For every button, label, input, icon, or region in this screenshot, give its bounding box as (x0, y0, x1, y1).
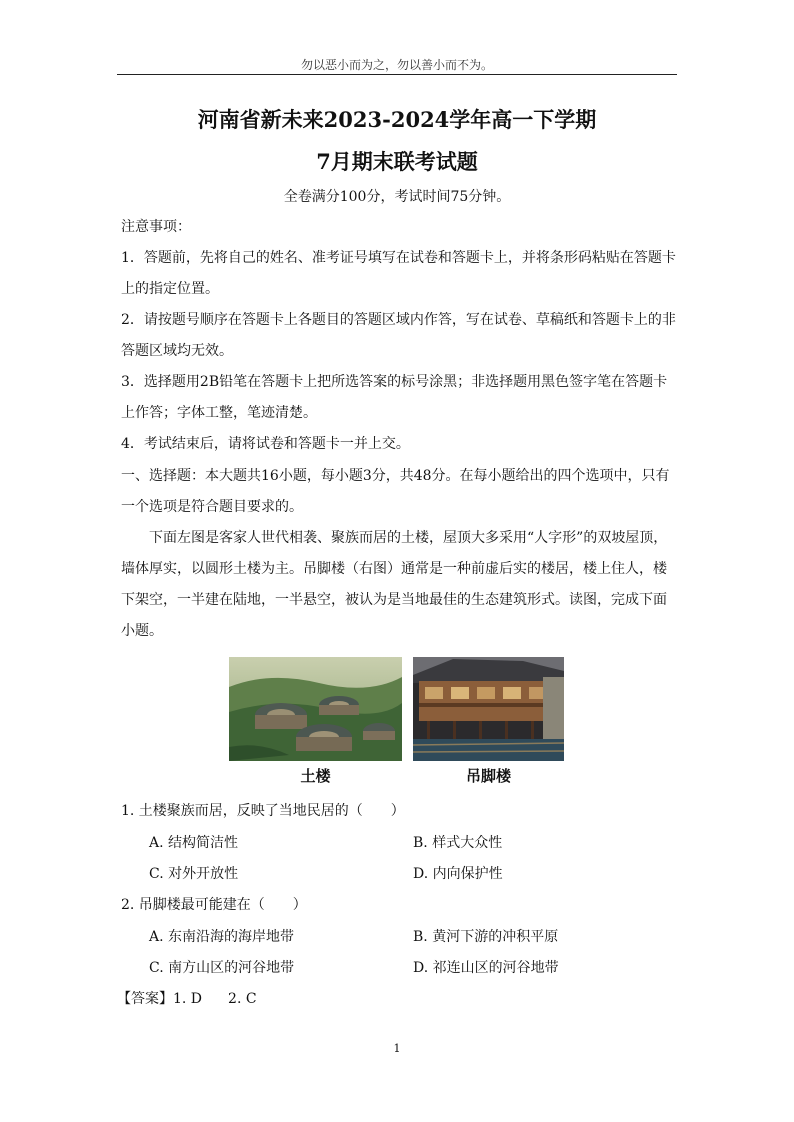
tulou-photo (229, 657, 402, 761)
notes-heading: 注意事项： (121, 219, 191, 235)
note-item-3: 3．选择题用2B铅笔在答题卡上把所选答案的标号涂黑；非选择题用黑色签字笔在答题卡上作答；字体工整，笔迹清楚。 (121, 374, 668, 421)
question-2-stem: 2. 吊脚楼最可能建在（ ） (121, 897, 307, 913)
exam-title-line2: 7月期末联考试题 (316, 149, 478, 174)
q2-option-a: A. 东南沿海的海岸地带 (149, 929, 295, 945)
answer-2: 2. C (228, 991, 257, 1007)
header-rule (117, 74, 677, 75)
q1-option-a: A. 结构简洁性 (149, 835, 239, 851)
passage-text: 下面左图是客家人世代相袭、聚族而居的土楼，屋顶大多采用“人字形”的双坡屋顶，墙体厚实，以圆形土楼为主。吊脚楼（右图）通常是一种前虚后实的楼居，楼上住人，楼下架空，一半建在陆地，一半悬空，被认为是当地最佳的生态建筑形式。读图，完成下面小题。 (121, 530, 668, 639)
exam-info: 全卷满分100分，考试时间75分钟。 (283, 189, 511, 205)
page-header-motto: 勿以恶小而为之，勿以善小而不为。 (300, 58, 493, 72)
diaojiaolou-photo (413, 657, 564, 761)
answer-1: 1. D (173, 991, 203, 1007)
q1-option-b: B. 样式大众性 (413, 835, 503, 851)
q1-option-d: D. 内向保护性 (413, 866, 503, 882)
tulou-caption: 土楼 (300, 767, 331, 785)
answer-label: 【答案】 (117, 991, 173, 1007)
page-number: 1 (393, 1042, 401, 1055)
diaojiaolou-caption: 吊脚楼 (465, 767, 511, 785)
q1-option-c: C. 对外开放性 (149, 866, 239, 882)
answer-line (117, 988, 257, 1008)
question-1-stem: 1. 土楼聚族而居，反映了当地民居的（ ） (121, 803, 405, 819)
section1-heading: 一、选择题：本大题共16小题，每小题3分，共48分。在每小题给出的四个选项中，只有一个选项是符合题目要求的。 (121, 468, 670, 515)
exam-title-line1: 河南省新未来2023-2024学年高一下学期 (197, 107, 597, 132)
q2-option-b: B. 黄河下游的冲积平原 (413, 929, 559, 945)
note-item-1: 1．答题前，先将自己的姓名、准考证号填写在试卷和答题卡上，并将条形码粘贴在答题卡上的指定位置。 (121, 250, 676, 297)
note-item-2: 2．请按题号顺序在答题卡上各题目的答题区域内作答，写在试卷、草稿纸和答题卡上的非答题区域均无效。 (121, 312, 676, 359)
q2-option-d: D. 祁连山区的河谷地带 (413, 960, 559, 976)
note-item-4: 4．考试结束后，请将试卷和答题卡一并上交。 (121, 436, 410, 452)
q2-option-c: C. 南方山区的河谷地带 (149, 960, 295, 976)
